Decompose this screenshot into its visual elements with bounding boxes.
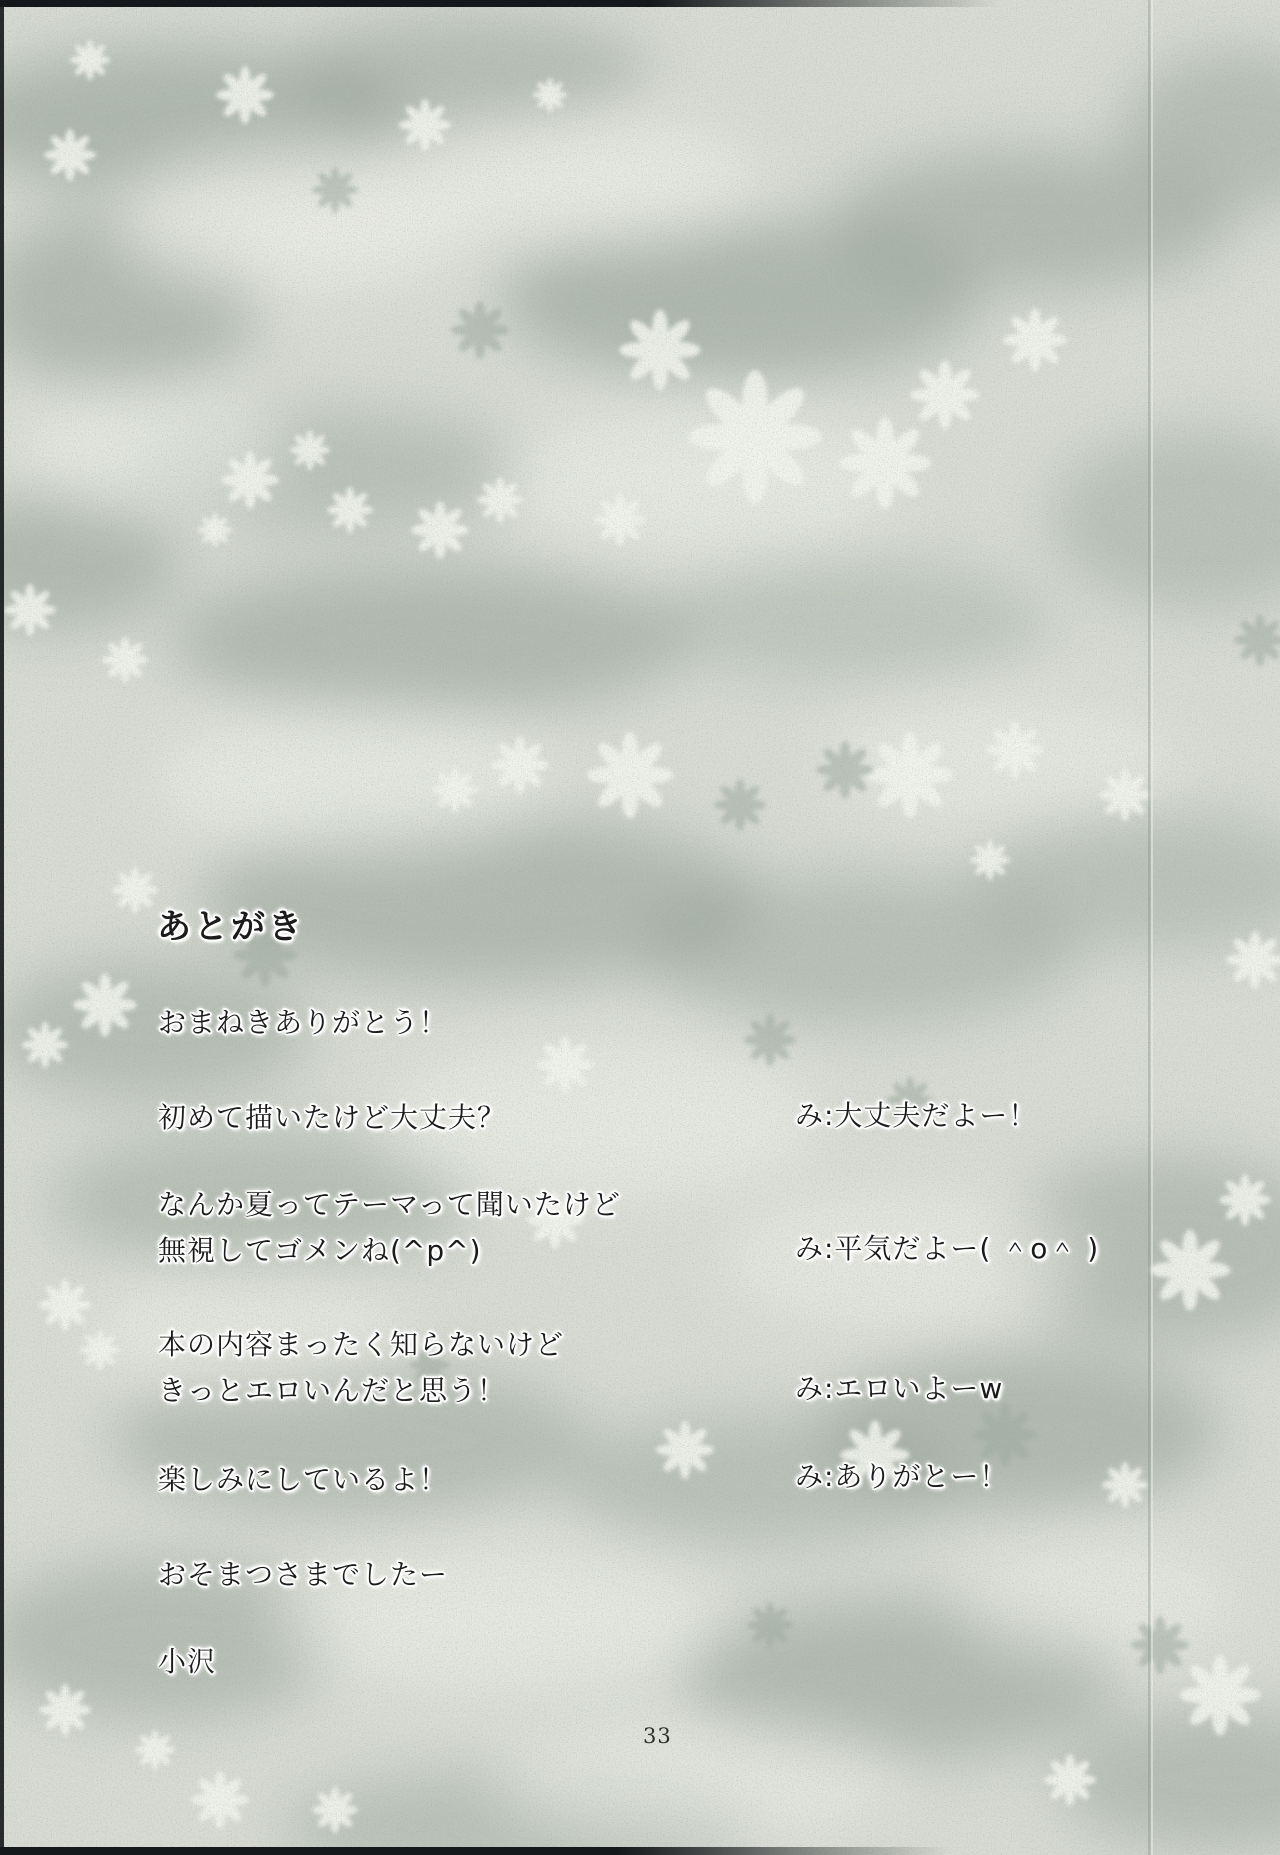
afterword-closing-line: おそまつさまでしたー	[158, 1558, 449, 1591]
guest-line-2a: なんか夏ってテーマって聞いたけど	[158, 1188, 621, 1221]
guest-line-3b: きっとエロいんだと思う！	[158, 1374, 507, 1407]
guest-line-2b: 無視してゴメンね(^p^)	[158, 1234, 482, 1267]
afterword-heading: あとがき	[157, 907, 305, 947]
scan-edge-left	[0, 0, 4, 1855]
guest-line-4: 楽しみにしているよ！	[158, 1463, 449, 1496]
mi-reply-2: み:平気だよー( ＾o＾ )	[795, 1232, 1100, 1265]
mi-reply-1: み:大丈夫だよー！	[795, 1099, 1038, 1132]
signature: 小沢	[158, 1645, 217, 1678]
mi-reply-3: み:エロいよーw	[795, 1372, 1004, 1405]
page-crease-line	[1148, 0, 1153, 1855]
page-number: 33	[643, 1724, 672, 1748]
scan-edge-bottom	[0, 1847, 950, 1855]
scan-edge-top	[0, 0, 1000, 7]
guest-line-1: 初めて描いたけど大丈夫？	[158, 1101, 507, 1134]
mi-reply-4: み:ありがとー！	[795, 1460, 1009, 1493]
afterword-opening-line: おまねきありがとう！	[158, 1006, 449, 1039]
guest-line-3a: 本の内容まったく知らないけど	[158, 1328, 565, 1361]
